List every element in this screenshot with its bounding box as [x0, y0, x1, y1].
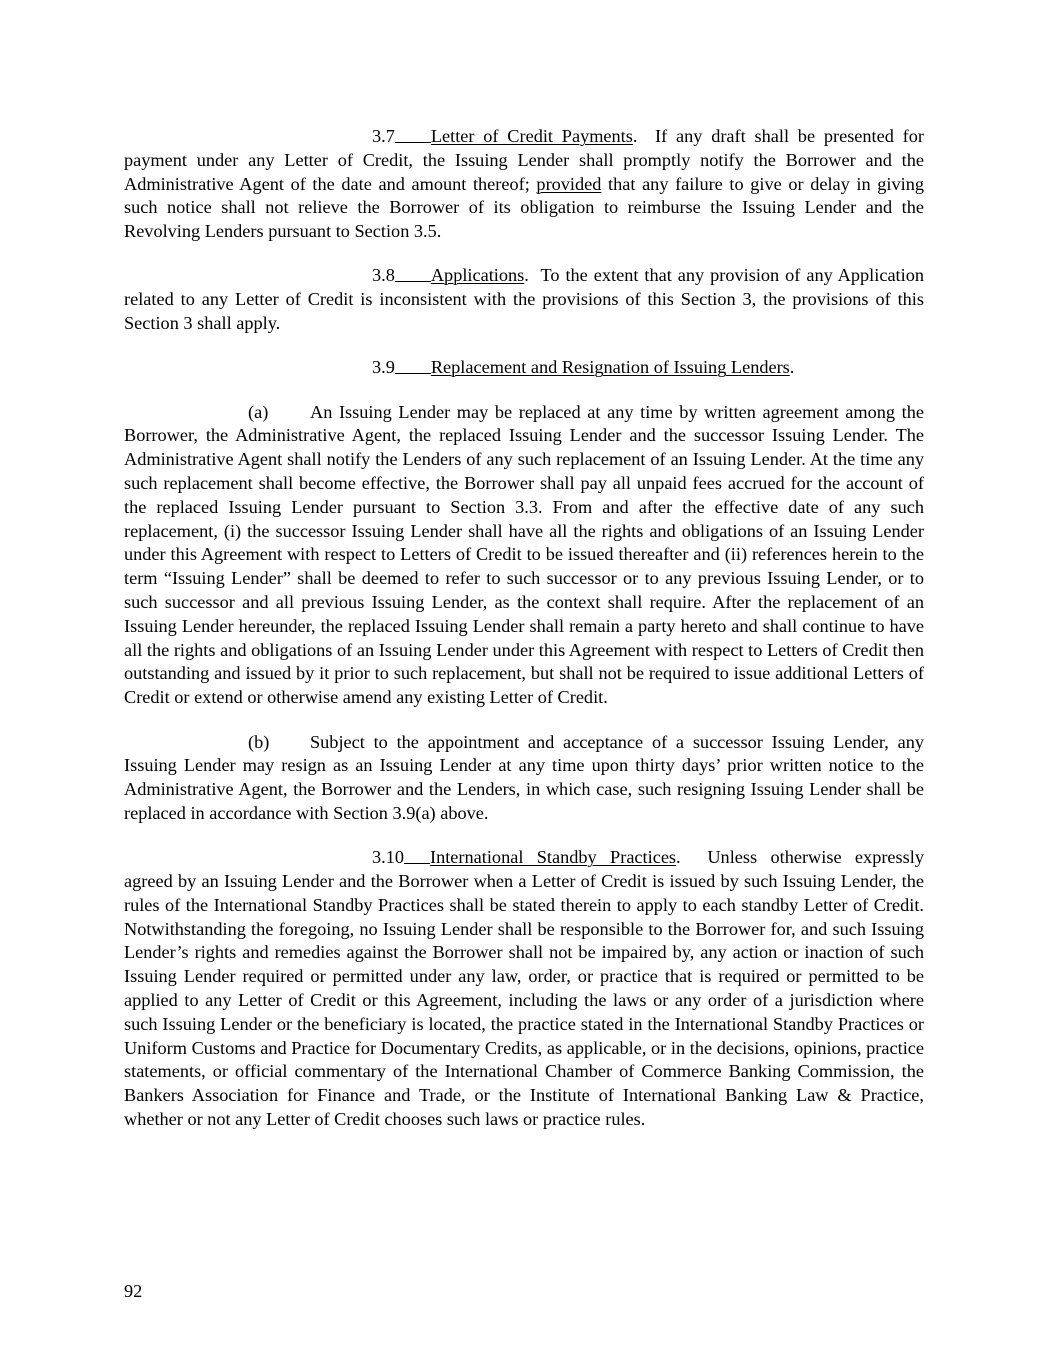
section-number: 3.9 [372, 357, 395, 378]
provided-term: provided [536, 173, 602, 194]
section-text: To the extent that any provision of any Application related to any Letter of Credit is inconsistent with the provisions of this Section 3, the provisions of this Section 3 shall apply. [124, 265, 924, 334]
section-3-9-b [124, 731, 924, 826]
section-text: If any draft shall be presented for payment under any Letter of Credit, the Issuing Lender shall promptly notify the Borrower and the Administrative Agent of the date and amount thereof; [124, 126, 924, 194]
section-number: 3.7 [372, 126, 395, 146]
section-title: Replacement and Resignation of Issuing Lenders [430, 357, 790, 378]
subsection-label: (a) [248, 401, 269, 422]
section-3-7: 3.7 Letter of Credit Payments. If any draft shall be presented for payment under any Letter of Credit, the Issuing Lender shall promptly notify the Borrower and the Administrative Agent of the date and amount thereof; provided that any failure to give or delay in giving such notice shall not relieve the Borrower of its obligation to reimburse the Issuing Lender and the Revolving Lenders pursuant to Section 3.5. [124, 126, 924, 242]
underline-gap [404, 846, 430, 864]
subsection-text: Subject to the appointment and acceptance of a successor Issuing Lender, any Issuing Lender may resign as an Issuing Lender at any time upon thirty days’ prior written notice to the Administrative Agent, the Borrower and the Lenders, in which case, such resigning Issuing Lender shall be replaced in accordance with Section 3.9(a) above. [124, 731, 924, 823]
section-title: Letter of Credit Payments [430, 126, 633, 146]
section-text: Unless otherwise expressly agreed by an Issuing Lender and the Borrower when a Letter of Credit is issued by such Issuing Lender, the rules of the International Standby Practices shall be stated therein to apply to each standby Letter of Credit. Notwithstanding the foregoing, no Issuing Lender shall be responsible to the Borrower for, and such Issuing Lender’s rights and remedies against the Borrower shall not be impaired by, any action or inaction of such Issuing Lender required or permitted under any law, order, or practice that is required or permitted to be applied to any Letter of Credit or this Agreement, including the laws or any order of a jurisdiction where such Issuing Lender or the beneficiary is located, the practice stated in the International Standby Practices or Uniform Customs and Practice for Documentary Credits, as applicable, or in the decisions, opinions, practice statements, or official commentary of the International Chamber of Commerce Banking Commission, the Bankers Association for Finance and Trade, or the Institute of International Banking Law & Practice, whether or not any Letter of Credit chooses such laws or practice rules. [124, 847, 924, 1129]
underline-gap [395, 356, 431, 374]
subsection-text: An Issuing Lender may be replaced at any time by written agreement among the Borrower, the Administrative Agent, the replaced Issuing Lender and the successor Issuing Lender. The Administrative Agent shall notify the Lenders of any such replacement of an Issuing Lender. At the time any such replacement shall become effective, the Borrower shall pay all unpaid fees accrued for the account of the replaced Issuing Lender pursuant to Section 3.3. From and after the effective date of any such replacement, (i) the successor Issuing Lender shall have all the rights and obligations of an Issuing Lender under this Agreement with respect to Letters of Credit to be issued thereafter and (ii) references herein to the term “Issuing Lender” shall be deemed to refer to such successor or to any previous Issuing Lender, or to such successor and all previous Issuing Lender, as the context shall require. After the replacement of an Issuing Lender hereunder, the replaced Issuing Lender shall remain a party hereto and shall continue to have all the rights and obligations of an Issuing Lender under this Agreement with respect to Letters of Credit then outstanding and issued by it prior to such replacement, but shall not be required to issue additional Letters of Credit or extend or otherwise amend any existing Letter of Credit. [124, 401, 924, 708]
section-3-10: 3.10 International Standby Practices. Unless otherwise expressly agreed by an Issuing Lender and the Borrower when a Letter of Credit is issued by such Issuing Lender, the rules of the International Standby Practices shall be stated therein to apply to each standby Letter of Credit. Notwithstanding the foregoing, no Issuing Lender shall be responsible to the Borrower for, and such Issuing Lender’s rights and remedies against the Borrower shall not be impaired by, any action or inaction of such Issuing Lender required or permitted under any law, order, or practice that is required or permitted to be applied to any Letter of Credit or this Agreement, including the laws or any order of a jurisdiction where such Issuing Lender or the beneficiary is located, the practice stated in the International Standby Practices or Uniform Customs and Practice for Documentary Credits, as applicable, or in the decisions, opinions, practice statements, or official commentary of the International Chamber of Commerce Banking Commission, the Bankers Association for Finance and Trade, or the Institute of International Banking Law & Practice, whether or not any Letter of Credit chooses such laws or practice rules. [124, 847, 924, 1129]
section-3-9-heading: 3.9 Replacement and Resignation of Issuing Lenders. [124, 356, 924, 380]
subsection-label: (b) [248, 731, 270, 752]
section-number: 3.8 [372, 265, 395, 286]
document-page [124, 125, 924, 1152]
section-text-continued: that any failure to give or delay in giving such notice shall not relieve the Borrower of its obligation to reimburse the Issuing Lender and the Revolving Lenders pursuant to Section 3.5. [124, 173, 924, 242]
underline-gap [395, 264, 431, 282]
underline-gap [395, 125, 431, 143]
section-title: International Standby Practices [430, 847, 677, 868]
section-number: 3.10 [372, 847, 404, 868]
section-title: Applications [430, 265, 525, 286]
section-3-9-a [124, 401, 924, 710]
page-number: 92 [124, 1281, 143, 1301]
section-3-8: 3.8 Applications. To the extent that any provision of any Application related to any Letter of Credit is inconsistent with the provisions of this Section 3, the provisions of this Section 3 shall apply. [124, 265, 924, 334]
